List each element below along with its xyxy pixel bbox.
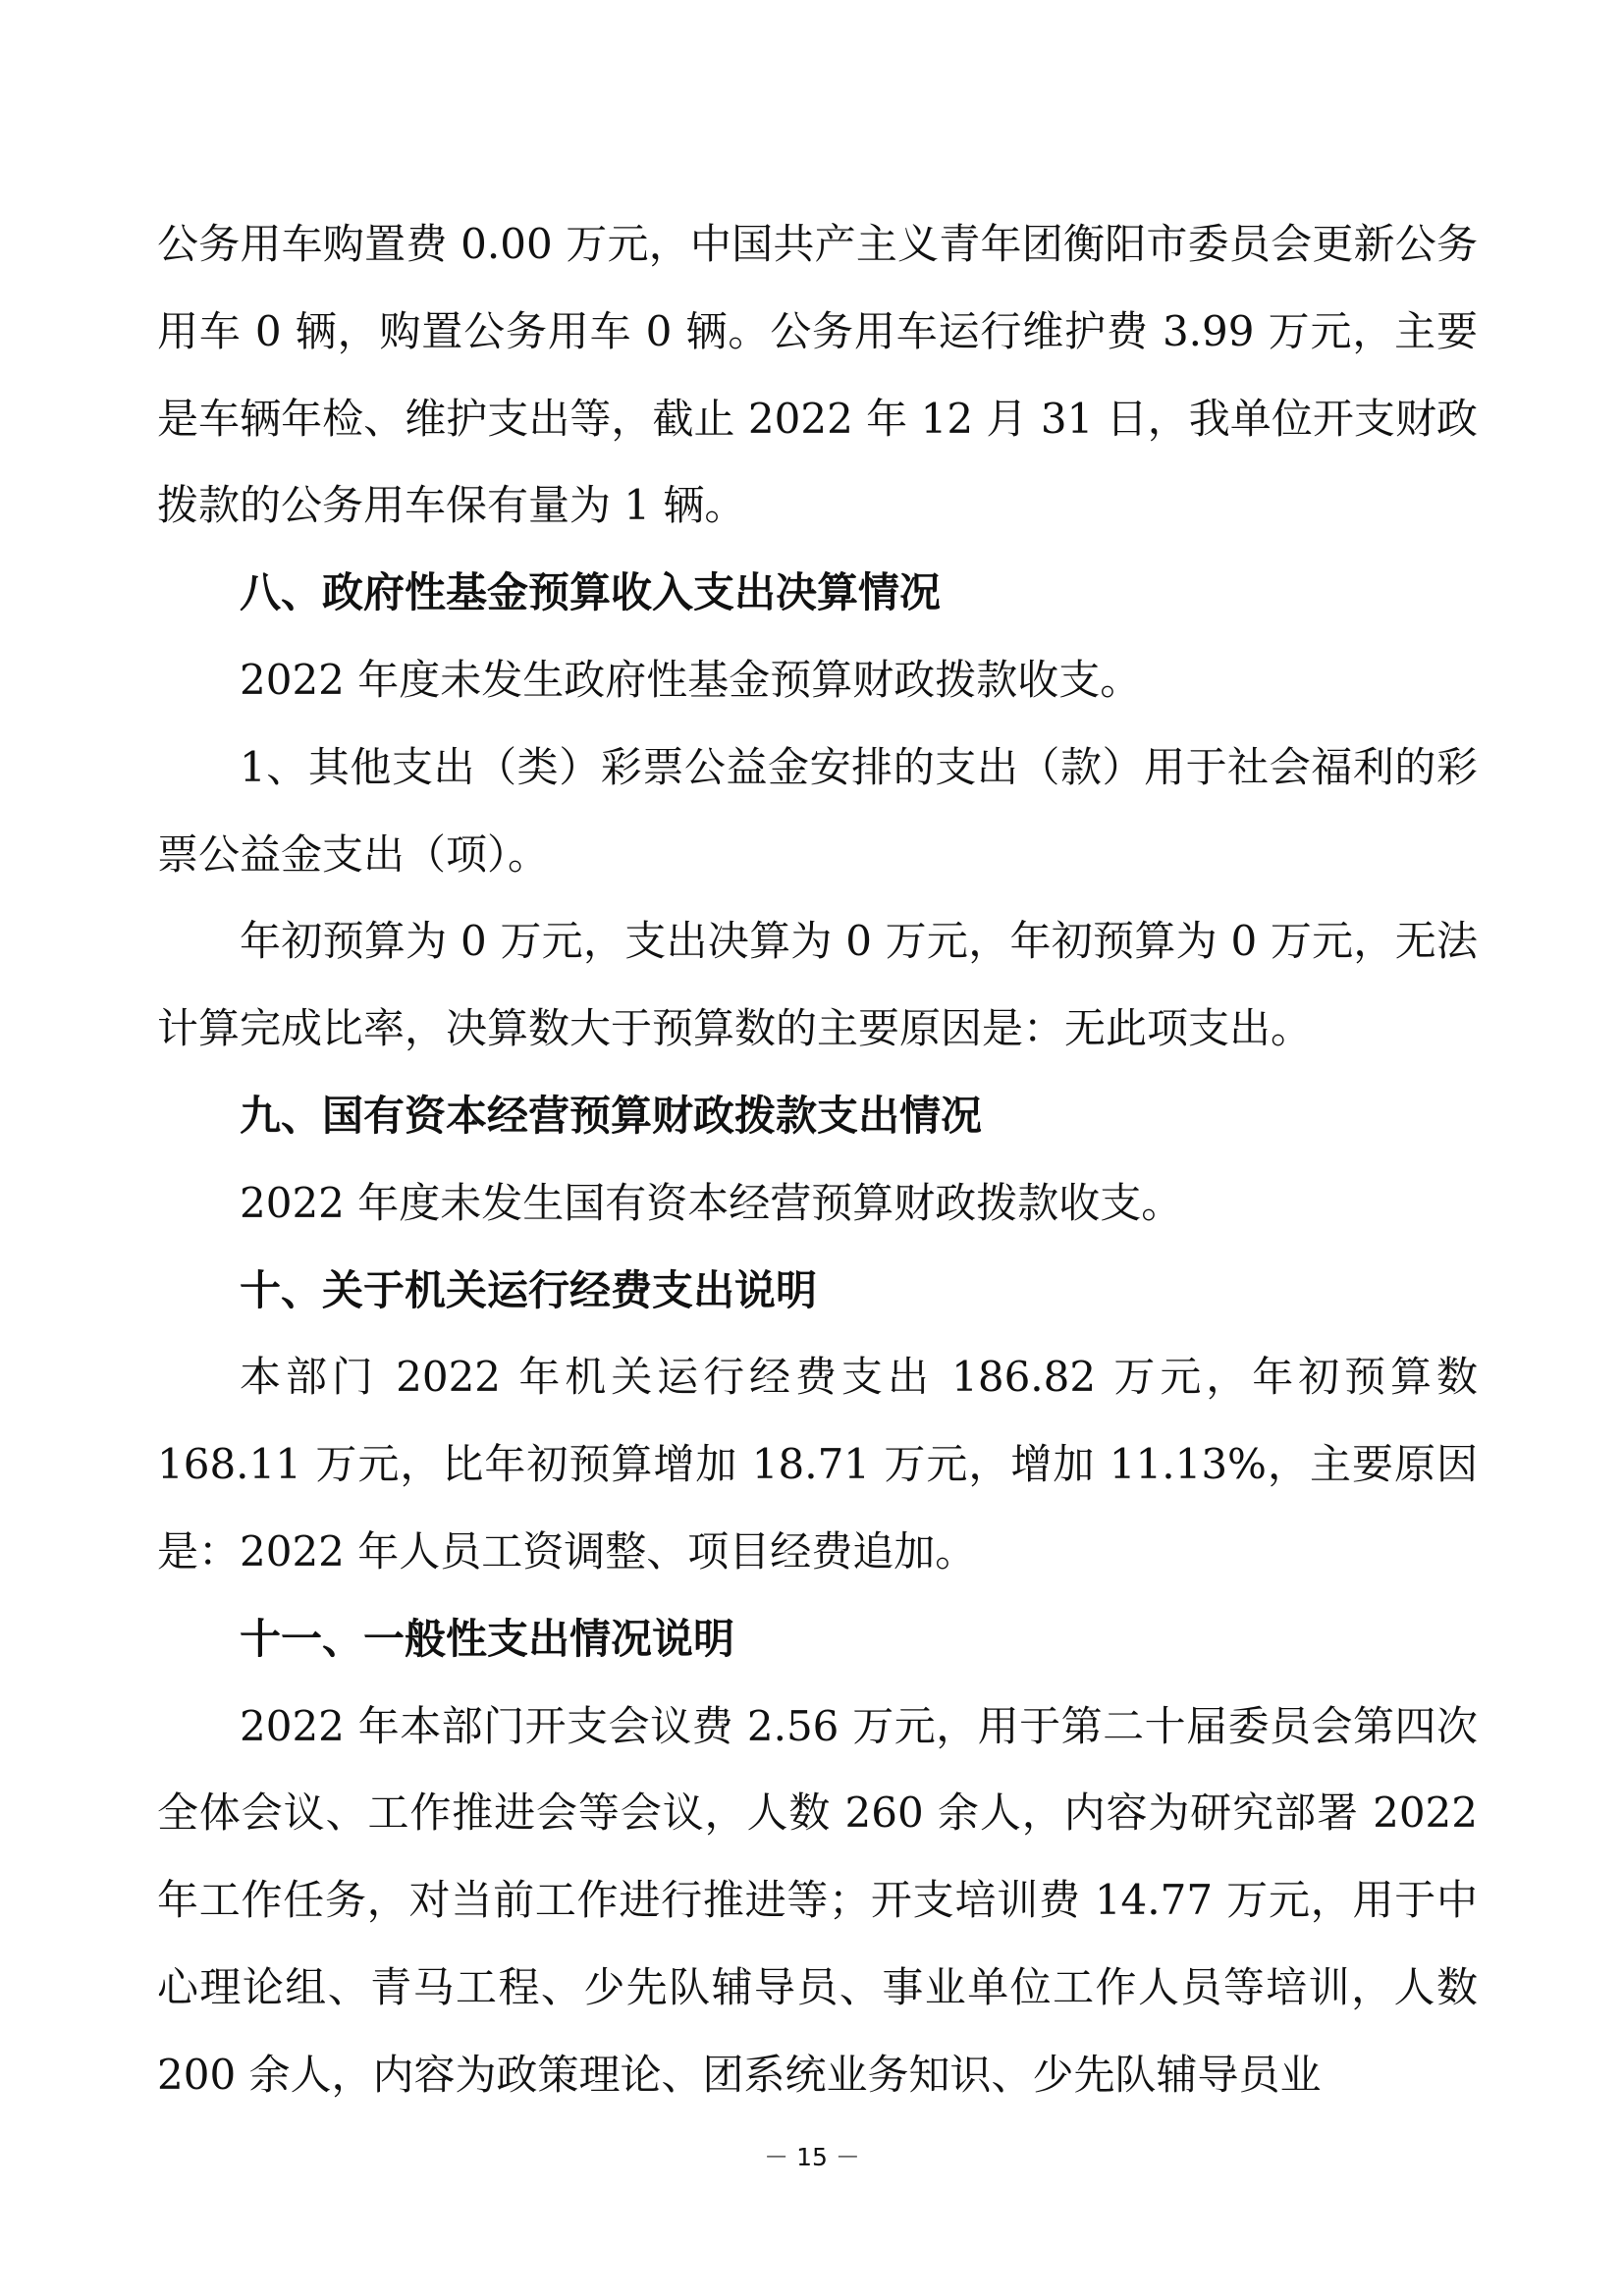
paragraph-government-fund-none: 2022 年度未发生政府性基金预算财政拨款收支。 [240,655,1142,704]
heading-operating-expense: 十、关于机关运行经费支出说明 [240,1265,818,1314]
page-number: － 15 － [764,2143,860,2171]
heading-government-fund: 八、政府性基金预算收入支出决算情况 [240,568,942,617]
heading-state-capital: 九、国有资本经营预算财政拨款支出情况 [240,1091,983,1140]
document-body [157,201,1478,2119]
paragraph-lottery-fund-item: 1、其他支出（类）彩票公益金安排的支出（款）用于社会福利的彩票公益金支出（项）。 [157,742,1478,879]
paragraph-lottery-fund-budget: 年初预算为 0 万元，支出决算为 0 万元，年初预算为 0 万元，无法计算完成比率，决算数大于预算数的主要原因是：无此项支出。 [157,917,1478,1053]
paragraph-state-capital-none: 2022 年度未发生国有资本经营预算财政拨款收支。 [240,1178,1183,1227]
paragraph-operating-expense: 本部门 2022 年机关运行经费支出 186.82 万元，年初预算数 168.11 万元，比年初预算增加 18.71 万元，增加 11.13%，主要原因是：2022 年人员工资调整、项目经费追加。 [157,1353,1478,1575]
paragraph-general-expense: 2022 年本部门开支会议费 2.56 万元，用于第二十届委员会第四次全体会议、工作推进会等会议，人数 260 余人，内容为研究部署 2022 年工作任务，对当前工作进行推进等；开支培训费 14.77 万元，用于中心理论组、青马工程、少先队辅导员、事业单位工作人员等培训，人数 200 余人，内容为政策理论、团系统业务知识、少先队辅导员业 [157,1701,1478,2099]
paragraph-vehicle-expense: 公务用车购置费 0.00 万元，中国共产主义青年团衡阳市委员会更新公务用车 0 辆，购置公务用车 0 辆。公务用车运行维护费 3.99 万元，主要是车辆年检、维护支出等，截止 2022 年 12 月 31 日，我单位开支财政拨款的公务用车保有量为 1 辆。 [157,220,1478,530]
heading-general-expense: 十一、一般性支出情况说明 [240,1614,735,1663]
